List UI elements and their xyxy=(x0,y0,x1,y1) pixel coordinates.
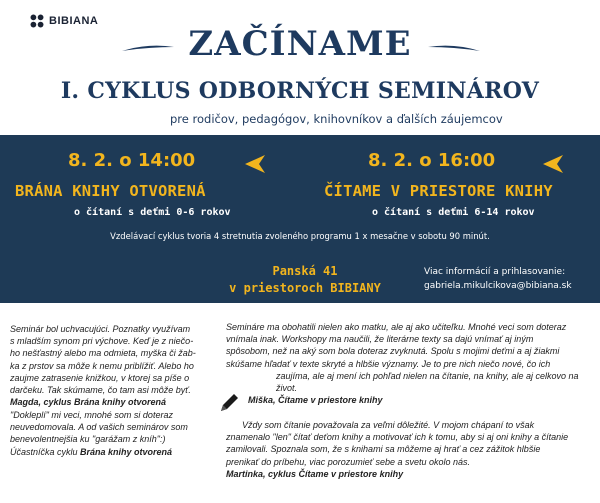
testimonial-miska xyxy=(226,321,594,406)
quote-line: Vždy som čítanie považovala za veľmi dôležité. V mojom chápaní to však xyxy=(242,420,535,430)
quote-author: Brána knihy otvorená xyxy=(80,446,173,457)
event-1-title: BRÁNA KNIHY OTVORENÁ xyxy=(15,182,206,200)
quote-line: "Dokleplí" mi veci, mnohé som si doteraz xyxy=(10,410,173,420)
arrow-left-icon xyxy=(243,153,267,175)
quote-line: zaujíma, ale aj mení ich pohľad nielen na čítanie, na knihy, ale aj celkovo na život. xyxy=(276,370,579,394)
quote-author-prefix: Účastníčka cyklu xyxy=(10,446,81,457)
event-2-time: 8. 2. o 16:00 xyxy=(368,150,496,171)
venue-line-1: Panská 41 xyxy=(272,264,338,278)
contact-email[interactable]: gabriela.mikulcikova@bibiana.sk xyxy=(424,281,572,291)
page-subtitle: I. CYKLUS ODBORNÝCH SEMINÁROV xyxy=(60,78,540,104)
quote-author-line xyxy=(10,446,220,458)
testimonial-magda xyxy=(10,323,220,408)
quote-line: benevolentnejšia ku "garážam z kníh":) xyxy=(10,434,166,445)
quote-author: Martinka, cyklus Čítame v priestore knihy xyxy=(226,468,404,479)
quote-line: prenikať do príbehu, viac porozumieť sebe a svetu okolo nás. xyxy=(226,456,471,467)
quote-line: spôsobom, než na aký som bola doteraz zvyknutá. Spolu s mojimi deťmi a aj žiakmi xyxy=(226,346,560,357)
quote-line: skúšame hľadať v texte skryté a hlbšie významy. Je to pre nich niečo nové, čo ich xyxy=(226,358,551,369)
quote-line: ho nešťastný alebo ma odmieta, myška či žab- xyxy=(10,348,196,359)
audience-line: pre rodičov, pedagógov, knihovníkov a ďalších záujemcov xyxy=(170,112,503,126)
testimonial-martinka xyxy=(226,419,596,480)
quote-line: vnímala inak. Workshopy ma naučili, že literárne texty sa dajú vnímať aj iným xyxy=(226,334,534,345)
quote-line: zamilovali. Spoznala som, že s knihami sa môžeme aj hrať a cez zážitok hlbšie xyxy=(226,444,541,455)
quote-line: zaujme zatrasenie knižkou, v ktorej sa píše o xyxy=(10,372,190,383)
quote-author: Miška, Čítame v priestore knihy xyxy=(248,395,383,406)
event-1-age: o čítaní s deťmi 0-6 rokov xyxy=(74,207,231,218)
event-1-time: 8. 2. o 14:00 xyxy=(68,150,196,171)
contact-label: Viac informácií a prihlasovanie: xyxy=(424,267,566,277)
brand-name: BIBIANA xyxy=(49,15,99,27)
quote-line: s mladším synom pri výchove. Keď je z niečo- xyxy=(10,336,194,347)
quote-line: Semináre ma obohatili nielen ako matku, ale aj ako učiteľku. Mnohé veci som doteraz xyxy=(226,322,567,332)
arrow-left-icon xyxy=(541,153,565,175)
testimonial-participant xyxy=(10,409,220,458)
quote-author: Magda, cyklus Brána knihy otvorená xyxy=(10,397,167,408)
contact-block xyxy=(424,265,598,293)
page-title: ZAČÍNAME xyxy=(188,24,412,64)
quote-line: neuvedomovala. A od vašich seminárov som xyxy=(10,422,188,433)
quote-line: Seminár bol uchvacujúci. Poznatky využívam xyxy=(10,324,191,334)
event-2-title: ČÍTAME V PRIESTORE KNIHY xyxy=(324,182,553,200)
event-2-age: o čítaní s deťmi 6-14 rokov xyxy=(372,207,535,218)
quote-line: ka z prstov sa môže k nemu priblížiť. Alebo ho xyxy=(10,360,194,371)
quote-line: darčeku. Tak skúmame, čo tam asi môže byť. xyxy=(10,385,191,396)
cycle-note: Vzdelávací cyklus tvoria 4 stretnutia zvoleného programu 1 x mesačne v sobotu 90 minút. xyxy=(110,231,490,241)
quote-line: znamenalo "len" čítať deťom knihy a motivovať ich k tomu, aby si aj oni knihy a čítanie xyxy=(226,432,569,443)
venue-line-2: v priestoroch BIBIANY xyxy=(229,281,381,295)
